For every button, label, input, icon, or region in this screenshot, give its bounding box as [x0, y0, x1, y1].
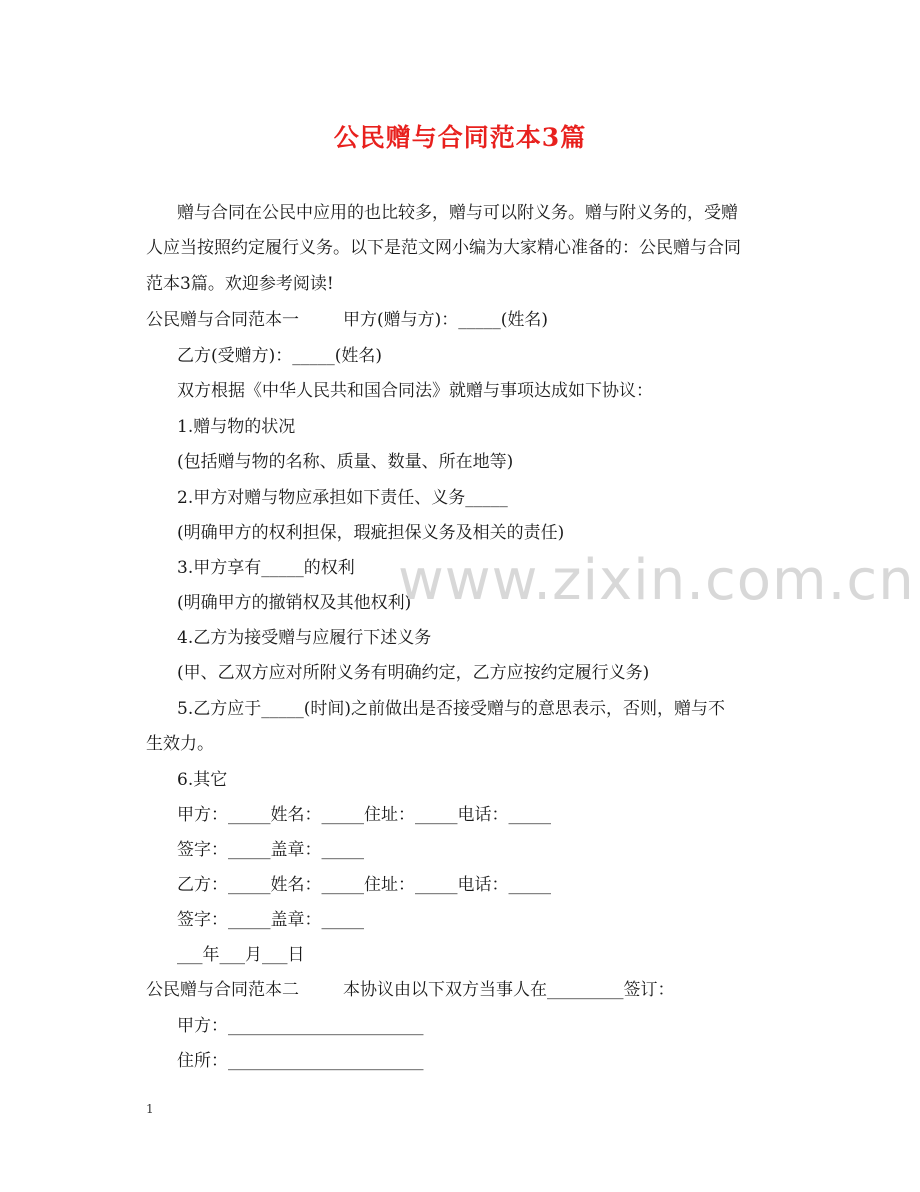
page-number: 1 — [146, 1102, 154, 1116]
item-2: 2.甲方对赠与物应承担如下责任、义务_____ — [177, 488, 508, 508]
party-a-field: 甲方：_______________________ — [177, 1016, 424, 1036]
item-6: 6.其它 — [177, 770, 228, 790]
party-b-clause: 乙方(受赠方)：_____(姓名) — [177, 346, 383, 366]
party-a-sign-info: 甲方：_____姓名：_____住址：_____电话：_____ — [177, 805, 551, 825]
party-a-clause: 甲方(赠与方)：_____(姓名) — [343, 310, 549, 330]
item-3: 3.甲方享有_____的权利 — [177, 558, 355, 578]
section-2-intro: 本协议由以下双方当事人在_________签订： — [343, 980, 675, 1000]
party-b-sign-info: 乙方：_____姓名：_____住址：_____电话：_____ — [177, 875, 551, 895]
address-field: 住所：_______________________ — [177, 1051, 424, 1071]
section-2-heading: 公民赠与合同范本二 — [146, 980, 299, 1000]
item-4-note: (甲、乙双方应对所附义务有明确约定，乙方应按约定履行义务) — [177, 663, 650, 683]
item-1-note: (包括赠与物的名称、质量、数量、所在地等) — [177, 452, 514, 472]
section-1-row — [146, 309, 548, 331]
intro-line-3: 范本3篇。欢迎参考阅读! — [146, 274, 334, 294]
document-title: 公民赠与合同范本3篇 — [333, 123, 587, 152]
section-2-row — [146, 979, 675, 1001]
watermark: www.zixin.com.cn — [398, 548, 915, 613]
item-4: 4.乙方为接受赠与应履行下述义务 — [177, 628, 432, 648]
item-2-note: (明确甲方的权利担保，瑕疵担保义务及相关的责任) — [177, 523, 565, 543]
intro-line-1: 赠与合同在公民中应用的也比较多，赠与可以附义务。赠与附义务的，受赠 — [177, 203, 738, 223]
item-1: 1.赠与物的状况 — [177, 417, 296, 437]
intro-line-2: 人应当按照约定履行义务。以下是范文网小编为大家精心准备的：公民赠与合同 — [146, 238, 741, 258]
agreement-basis: 双方根据《中华人民共和国合同法》就赠与事项达成如下协议： — [177, 381, 653, 401]
party-a-signature: 签字：_____盖章：_____ — [177, 840, 364, 860]
item-5-line-1: 5.乙方应于_____(时间)之前做出是否接受赠与的意思表示，否则，赠与不 — [177, 699, 725, 719]
date-line: ___年___月___日 — [177, 945, 305, 965]
item-5-line-2: 生效力。 — [146, 734, 214, 754]
party-b-signature: 签字：_____盖章：_____ — [177, 910, 364, 930]
item-3-note: (明确甲方的撤销权及其他权利) — [177, 593, 412, 613]
section-1-heading: 公民赠与合同范本一 — [146, 310, 299, 330]
